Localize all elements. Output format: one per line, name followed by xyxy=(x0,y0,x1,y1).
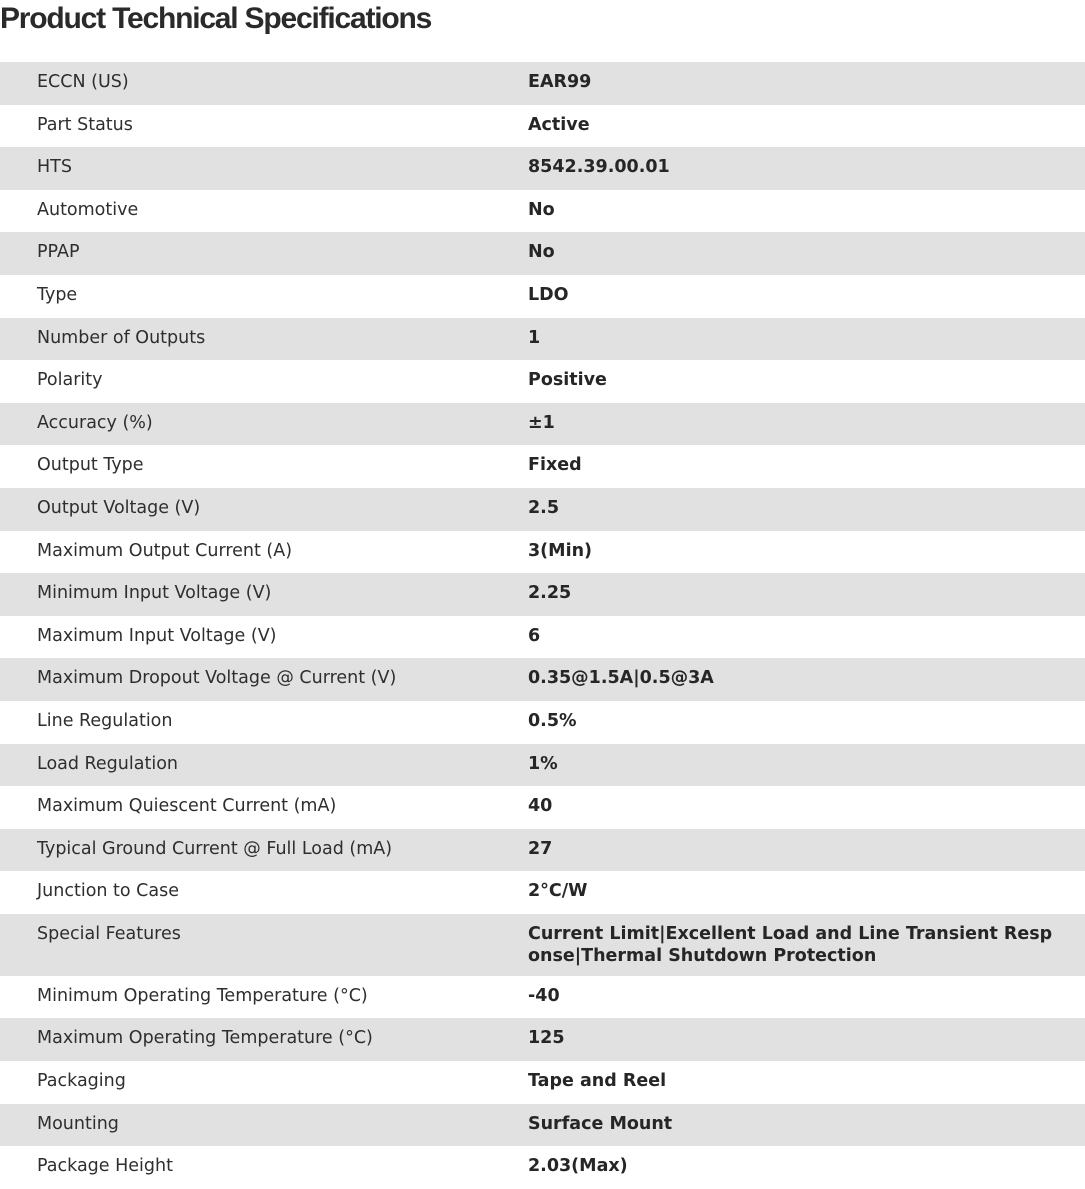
spec-value: 1% xyxy=(528,753,558,774)
spec-row-load-regulation xyxy=(0,744,1085,787)
spec-label: Type xyxy=(37,284,78,305)
spec-label: Minimum Operating Temperature (°C) xyxy=(37,985,368,1006)
spec-table xyxy=(0,62,1085,1189)
spec-value: 40 xyxy=(528,796,553,817)
spec-value: 2.25 xyxy=(528,583,572,604)
spec-row-packaging xyxy=(0,1061,1085,1104)
spec-label: PPAP xyxy=(37,242,80,263)
spec-value: Positive xyxy=(528,370,607,391)
spec-row-automotive xyxy=(0,190,1085,233)
spec-value: No xyxy=(528,199,555,220)
spec-value: Surface Mount xyxy=(528,1113,673,1134)
spec-row-typical-ground-current xyxy=(0,829,1085,872)
spec-row-min-input-voltage xyxy=(0,573,1085,616)
spec-row-min-operating-temp xyxy=(0,976,1085,1019)
spec-row-max-output-current xyxy=(0,531,1085,574)
spec-label: Part Status xyxy=(37,114,133,135)
page-title: Product Technical Specifications xyxy=(0,2,432,35)
spec-row-output-type xyxy=(0,445,1085,488)
spec-value: 0.35@1.5A|0.5@3A xyxy=(528,668,714,689)
spec-value: 125 xyxy=(528,1028,565,1049)
spec-row-package-height xyxy=(0,1146,1085,1189)
spec-label: Maximum Operating Temperature (°C) xyxy=(37,1028,373,1049)
spec-row-type xyxy=(0,275,1085,318)
spec-value: 3(Min) xyxy=(528,540,593,561)
spec-label: Automotive xyxy=(37,199,139,220)
spec-value: ±1 xyxy=(528,412,555,433)
spec-value: Tape and Reel xyxy=(528,1071,667,1092)
spec-row-special-features xyxy=(0,914,1085,976)
spec-row-ppap xyxy=(0,232,1085,275)
spec-label: Packaging xyxy=(37,1071,126,1092)
spec-label: Maximum Dropout Voltage @ Current (V) xyxy=(37,668,397,689)
spec-label: ECCN (US) xyxy=(37,72,129,92)
spec-value: Current Limit|Excellent Load and Line Transient Response|Thermal Shutdown Protection xyxy=(528,923,1053,966)
spec-value: EAR99 xyxy=(528,72,592,92)
spec-label: Maximum Output Current (A) xyxy=(37,540,293,561)
spec-label: Minimum Input Voltage (V) xyxy=(37,583,272,604)
spec-value: No xyxy=(528,242,555,263)
spec-label: Accuracy (%) xyxy=(37,412,153,433)
spec-row-eccn xyxy=(0,62,1085,105)
spec-label: Line Regulation xyxy=(37,710,173,731)
spec-value: 6 xyxy=(528,625,541,646)
spec-row-max-input-voltage xyxy=(0,616,1085,659)
spec-label: Special Features xyxy=(37,923,181,944)
spec-label: Output Type xyxy=(37,455,144,476)
spec-row-max-dropout-voltage xyxy=(0,658,1085,701)
spec-row-number-of-outputs xyxy=(0,318,1085,361)
spec-label: Polarity xyxy=(37,370,103,391)
spec-value: 0.5% xyxy=(528,710,577,731)
spec-value: Active xyxy=(528,114,590,135)
spec-row-polarity xyxy=(0,360,1085,403)
spec-value: 2.5 xyxy=(528,497,560,518)
spec-label: HTS xyxy=(37,157,72,178)
spec-row-max-operating-temp xyxy=(0,1018,1085,1061)
spec-row-output-voltage xyxy=(0,488,1085,531)
spec-label: Typical Ground Current @ Full Load (mA) xyxy=(37,838,393,859)
spec-value: LDO xyxy=(528,284,569,305)
spec-label: Output Voltage (V) xyxy=(37,497,201,518)
spec-label: Maximum Quiescent Current (mA) xyxy=(37,796,337,817)
spec-label: Package Height xyxy=(37,1156,173,1177)
spec-row-part-status xyxy=(0,105,1085,148)
spec-row-max-quiescent-current xyxy=(0,786,1085,829)
spec-label: Junction to Case xyxy=(37,881,180,902)
spec-value: Fixed xyxy=(528,455,582,476)
spec-value: 2.03(Max) xyxy=(528,1156,628,1177)
spec-value: -40 xyxy=(528,985,560,1006)
spec-label: Load Regulation xyxy=(37,753,178,774)
spec-row-junction-to-case xyxy=(0,871,1085,914)
spec-label: Maximum Input Voltage (V) xyxy=(37,625,277,646)
spec-value: 27 xyxy=(528,838,553,859)
spec-value: 2°C/W xyxy=(528,881,588,902)
spec-value: 8542.39.00.01 xyxy=(528,157,670,178)
spec-row-line-regulation xyxy=(0,701,1085,744)
spec-label: Number of Outputs xyxy=(37,327,206,348)
spec-label: Mounting xyxy=(37,1113,119,1134)
spec-value: 1 xyxy=(528,327,541,348)
spec-row-hts xyxy=(0,147,1085,190)
spec-row-mounting xyxy=(0,1104,1085,1147)
spec-row-accuracy xyxy=(0,403,1085,446)
